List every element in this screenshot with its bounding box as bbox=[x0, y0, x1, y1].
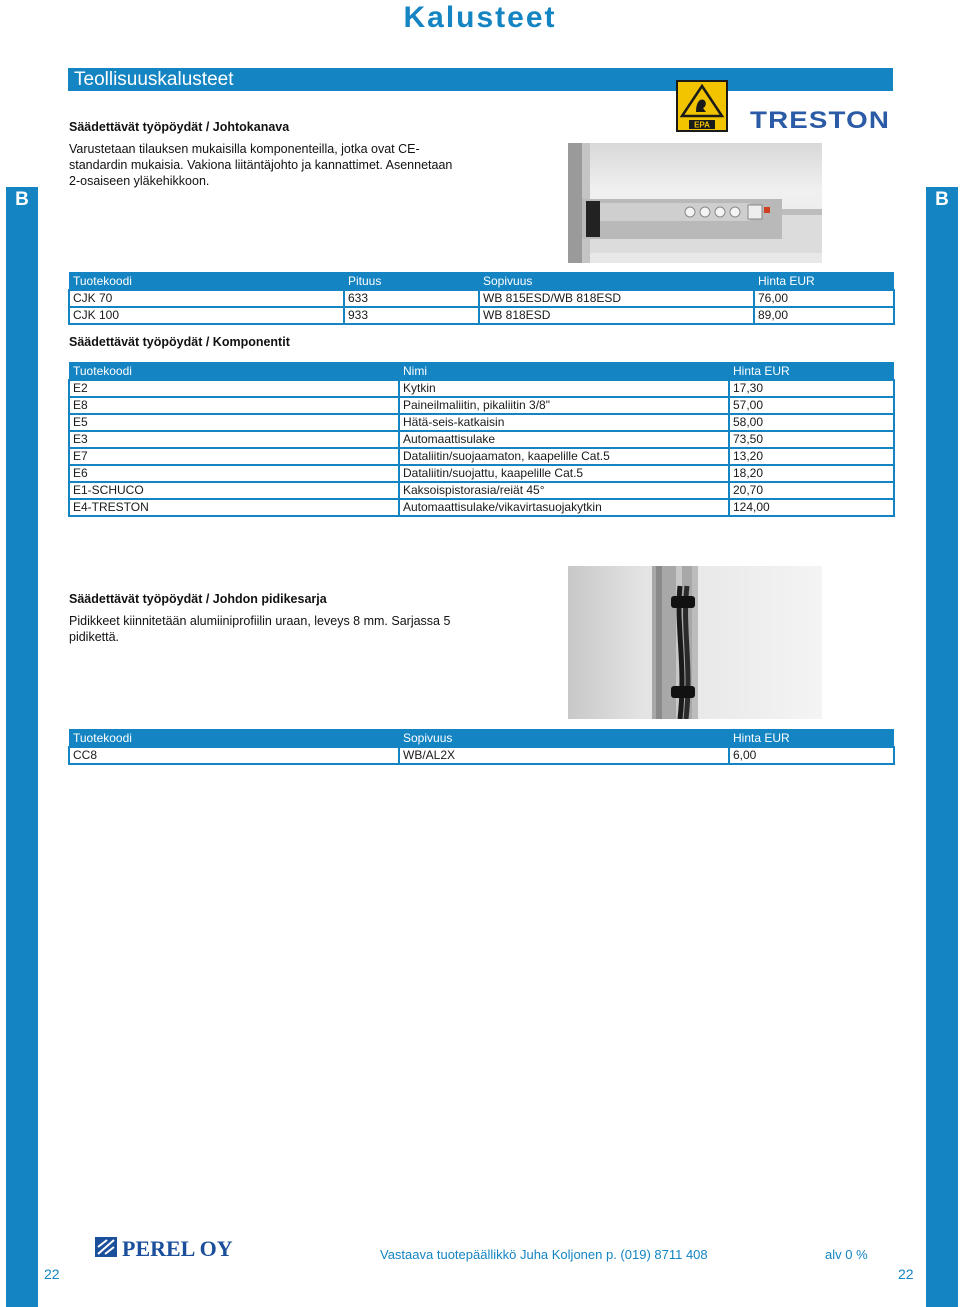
block3-text-line: pidikettä. bbox=[69, 630, 120, 644]
col-header-product-code: Tuotekoodi bbox=[69, 362, 399, 380]
col-header-product-code: Tuotekoodi bbox=[69, 729, 399, 747]
col-header-compatibility: Sopivuus bbox=[399, 729, 729, 747]
side-letter-right: B bbox=[935, 189, 949, 210]
cell-price: 17,30 bbox=[729, 380, 894, 397]
side-bar-right bbox=[926, 187, 958, 1307]
block3-text-line: Pidikkeet kiinnitetään alumiiniprofiilin uraan, leveys 8 mm. Sarjassa 5 bbox=[69, 614, 451, 628]
table-row bbox=[69, 397, 894, 414]
cell-product-code: E7 bbox=[69, 448, 399, 465]
col-header-compatibility: Sopivuus bbox=[479, 272, 754, 290]
table-header-row bbox=[69, 729, 894, 747]
cell-product-code: E5 bbox=[69, 414, 399, 431]
page-number-right: 22 bbox=[898, 1266, 914, 1282]
cable-duct-table bbox=[68, 272, 895, 325]
treston-logo-text: TRESTON bbox=[750, 107, 890, 133]
cable-duct-photo bbox=[568, 143, 822, 263]
block1-text-line: Varustetaan tilauksen mukaisilla komponenteilla, jotka ovat CE- bbox=[69, 142, 420, 156]
cell-name: Hätä-seis-katkaisin bbox=[399, 414, 729, 431]
cell-product-code: E3 bbox=[69, 431, 399, 448]
table-row bbox=[69, 414, 894, 431]
col-header-price: Hinta EUR bbox=[729, 729, 894, 747]
cell-price: 89,00 bbox=[754, 307, 894, 324]
cell-price: 20,70 bbox=[729, 482, 894, 499]
cell-price: 6,00 bbox=[729, 747, 894, 764]
col-header-price: Hinta EUR bbox=[729, 362, 894, 380]
table-row bbox=[69, 747, 894, 764]
perel-logo bbox=[95, 1235, 260, 1259]
cell-name: Automaattisulake bbox=[399, 431, 729, 448]
table-row bbox=[69, 465, 894, 482]
cell-product-code: E2 bbox=[69, 380, 399, 397]
section-header: Teollisuuskalusteet bbox=[68, 68, 893, 91]
cable-holder-table bbox=[68, 729, 895, 765]
cell-compatibility: WB 818ESD bbox=[479, 307, 754, 324]
cell-compatibility: WB 815ESD/WB 818ESD bbox=[479, 290, 754, 307]
table-row bbox=[69, 290, 894, 307]
cell-compatibility: WB/AL2X bbox=[399, 747, 729, 764]
cell-price: 73,50 bbox=[729, 431, 894, 448]
cell-product-code: E6 bbox=[69, 465, 399, 482]
block2-heading: Säädettävät työpöydät / Komponentit bbox=[69, 335, 290, 349]
cell-name: Kytkin bbox=[399, 380, 729, 397]
cell-product-code: E8 bbox=[69, 397, 399, 414]
table-row bbox=[69, 380, 894, 397]
block1-description bbox=[69, 141, 452, 189]
table-header-row bbox=[69, 362, 894, 380]
cell-price: 57,00 bbox=[729, 397, 894, 414]
page-number-left: 22 bbox=[44, 1266, 60, 1282]
block1-text-line: standardin mukaisia. Vakiona liitäntäjohto ja kannattimet. Asennetaan bbox=[69, 158, 453, 172]
epa-esd-icon bbox=[676, 80, 728, 132]
cell-name: Dataliitin/suojaamaton, kaapelille Cat.5 bbox=[399, 448, 729, 465]
components-table bbox=[68, 362, 895, 517]
cell-price: 58,00 bbox=[729, 414, 894, 431]
side-bar-left bbox=[6, 187, 38, 1307]
cell-product-code: CJK 70 bbox=[69, 290, 344, 307]
page-title: Kalusteet bbox=[403, 1, 557, 34]
cell-name: Kaksoispistorasia/reiät 45° bbox=[399, 482, 729, 499]
table-row bbox=[69, 431, 894, 448]
table-row bbox=[69, 499, 894, 516]
cell-name: Dataliitin/suojattu, kaapelille Cat.5 bbox=[399, 465, 729, 482]
table-row bbox=[69, 482, 894, 499]
col-header-product-code: Tuotekoodi bbox=[69, 272, 344, 290]
perel-logo-text: PEREL OY bbox=[122, 1236, 233, 1259]
cell-product-code: CJK 100 bbox=[69, 307, 344, 324]
col-header-length: Pituus bbox=[344, 272, 479, 290]
cell-length: 633 bbox=[344, 290, 479, 307]
cell-length: 933 bbox=[344, 307, 479, 324]
epa-label: EPA bbox=[694, 120, 710, 130]
cable-holder-photo bbox=[568, 566, 822, 719]
cell-name: Automaattisulake/vikavirtasuojakytkin bbox=[399, 499, 729, 516]
cell-price: 13,20 bbox=[729, 448, 894, 465]
cell-product-code: CC8 bbox=[69, 747, 399, 764]
footer-vat: alv 0 % bbox=[825, 1247, 868, 1262]
col-header-price: Hinta EUR bbox=[754, 272, 894, 290]
block1-text-line: 2-osaiseen yläkehikkoon. bbox=[69, 174, 210, 188]
treston-logo bbox=[750, 107, 896, 133]
table-row bbox=[69, 448, 894, 465]
col-header-name: Nimi bbox=[399, 362, 729, 380]
cell-price: 18,20 bbox=[729, 465, 894, 482]
cell-price: 76,00 bbox=[754, 290, 894, 307]
cell-product-code: E4-TRESTON bbox=[69, 499, 399, 516]
block3-heading: Säädettävät työpöydät / Johdon pidikesarja bbox=[69, 592, 327, 606]
footer-contact: Vastaava tuotepäällikkö Juha Koljonen p. (019) 8711 408 bbox=[380, 1247, 708, 1262]
table-row bbox=[69, 307, 894, 324]
side-letter-left: B bbox=[15, 189, 29, 210]
block3-description bbox=[69, 613, 450, 645]
cell-price: 124,00 bbox=[729, 499, 894, 516]
block1-heading: Säädettävät työpöydät / Johtokanava bbox=[69, 120, 290, 134]
cell-name: Paineilmaliitin, pikaliitin 3/8" bbox=[399, 397, 729, 414]
table-header-row bbox=[69, 272, 894, 290]
cell-product-code: E1-SCHUCO bbox=[69, 482, 399, 499]
